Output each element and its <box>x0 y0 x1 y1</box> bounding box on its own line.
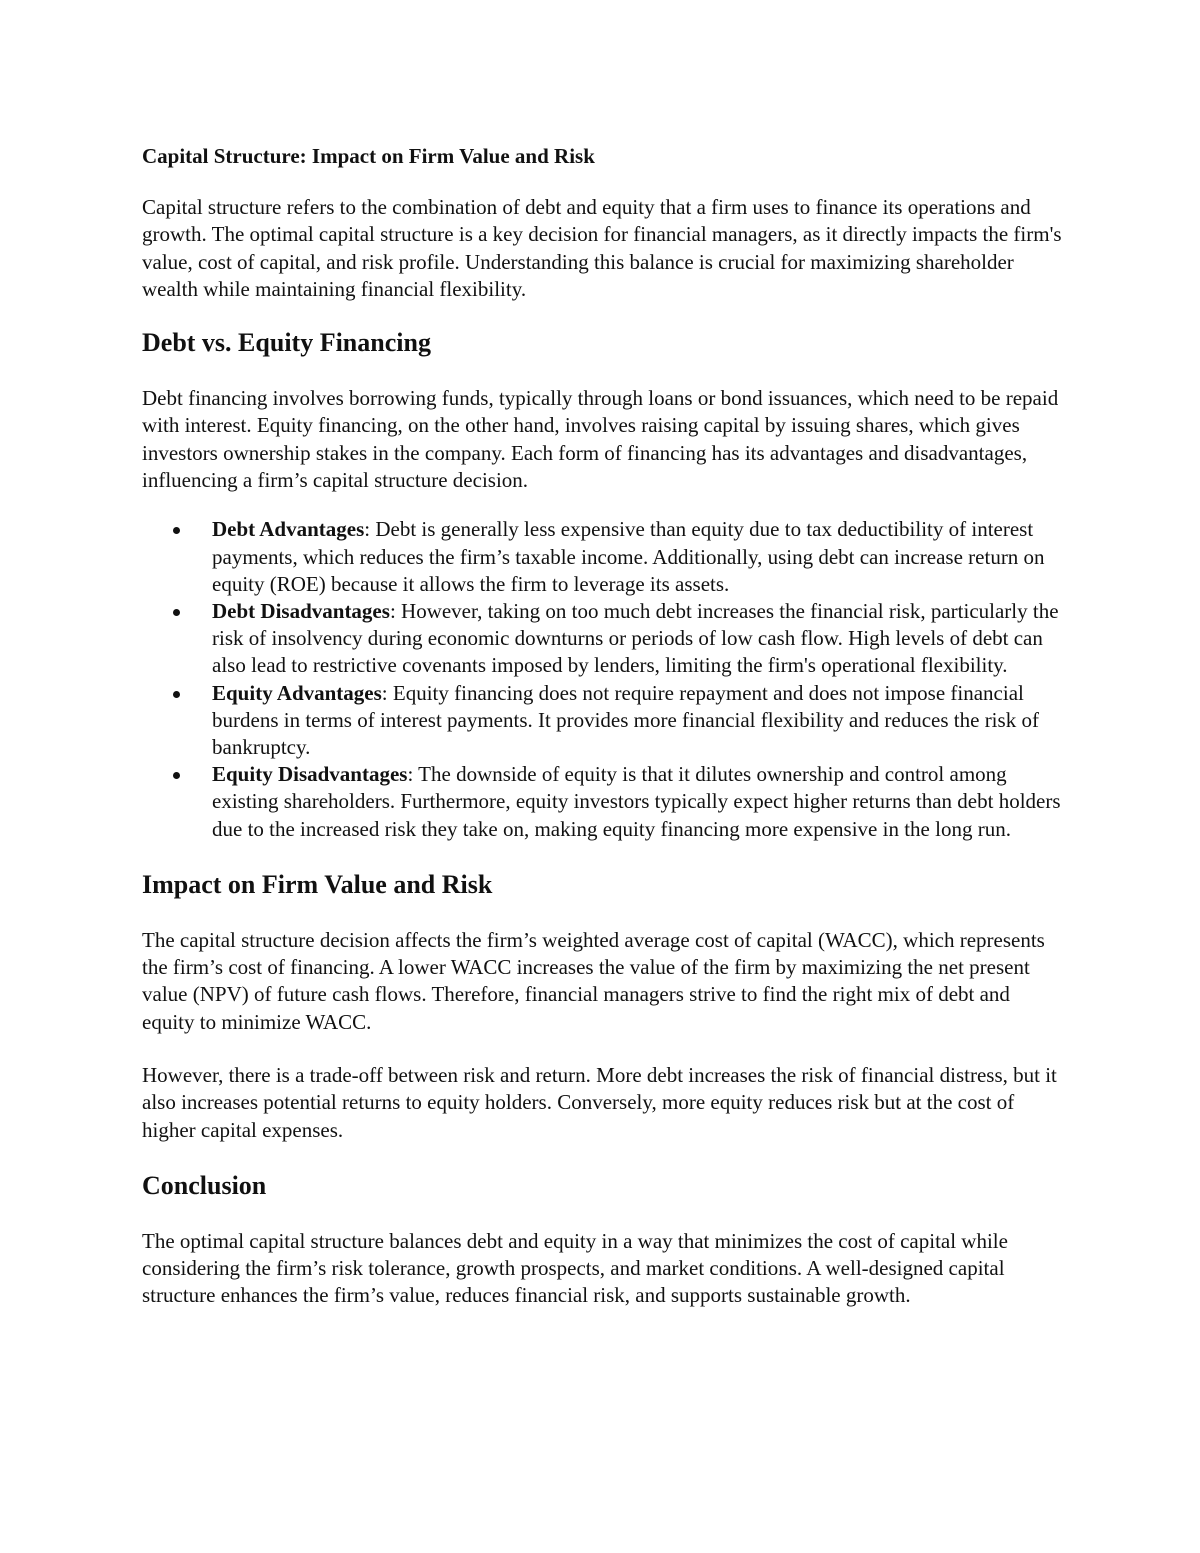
list-item-debt-advantages <box>142 516 1062 598</box>
document-page <box>142 142 1062 1310</box>
bullet-text: : Debt is generally less expensive than equity due to tax deductibility of interest payments, which reduces the firm’s taxable income. Additionally, using debt can increase return on equity (ROE) because it allows the firm to leverage its assets. <box>212 517 1045 596</box>
bullet-icon <box>173 527 180 534</box>
intro-paragraph: Capital structure refers to the combination of debt and equity that a firm uses to finance its operations and growth. The optimal capital structure is a key decision for financial managers, as it directly impacts the firm's value, cost of capital, and risk profile. Understanding this balance is crucial for maximizing shareholder wealth while maintaining financial flexibility. <box>142 195 1062 301</box>
bullet-text: : The downside of equity is that it dilutes ownership and control among existing shareholders. Furthermore, equity investors typically expect higher returns than debt holders due to the increased risk they take on, making equity financing more expensive in the long run. <box>212 762 1061 841</box>
bullet-icon <box>173 691 180 698</box>
list-item-equity-disadvantages <box>142 761 1062 843</box>
bullet-text: : However, taking on too much debt increases the financial risk, particularly the risk of insolvency during economic downturns or periods of low cash flow. High levels of debt can also lead to restrictive covenants imposed by lenders, limiting the firm's operational flexibility. <box>212 598 1059 678</box>
section-heading-debt-equity: Debt vs. Equity Financing <box>142 328 431 358</box>
financing-bullet-list <box>142 516 1062 842</box>
impact-paragraph-tradeoff: However, there is a trade-off between risk and return. More debt increases the risk of financial distress, but it also increases potential returns to equity holders. Conversely, more equity reduces risk but at the cost of higher capital expenses. <box>142 1063 1057 1142</box>
conclusion-paragraph: The optimal capital structure balances debt and equity in a way that minimizes the cost of capital while considering the firm’s risk tolerance, growth prospects, and market conditions. A well-designed capital structure enhances the firm’s value, reduces financial risk, and supports sustainable growth. <box>142 1228 1008 1308</box>
bullet-label: Equity Disadvantages <box>212 762 408 787</box>
section-heading-impact: Impact on Firm Value and Risk <box>142 869 493 899</box>
bullet-icon <box>173 772 180 779</box>
bullet-label: Debt Advantages <box>212 517 365 542</box>
document-title: Capital Structure: Impact on Firm Value and Risk <box>142 144 595 168</box>
impact-paragraph-wacc: The capital structure decision affects the firm’s weighted average cost of capital (WACC), which represents the firm’s cost of financing. A lower WACC increases the value of the firm by maximizing the net present value (NPV) of future cash flows. Therefore, financial managers strive to find the right mix of debt and equity to minimize WACC. <box>142 927 1045 1034</box>
bullet-label: Debt Disadvantages <box>212 598 390 623</box>
bullet-text: : Equity financing does not require repayment and does not impose financial burdens in terms of interest payments. It provides more financial flexibility and reduces the risk of bankruptcy. <box>212 680 1039 759</box>
debt-equity-paragraph: Debt financing involves borrowing funds, typically through loans or bond issuances, which need to be repaid with interest. Equity financing, on the other hand, involves raising capital by issuing shares, which gives investors ownership stakes in the company. Each form of financing has its advantages and disadvantages, influencing a firm’s capital structure decision. <box>142 386 1059 493</box>
list-item-debt-disadvantages <box>142 598 1062 680</box>
section-heading-conclusion: Conclusion <box>142 1170 267 1200</box>
bullet-label: Equity Advantages <box>212 680 382 705</box>
bullet-icon <box>173 609 180 616</box>
list-item-equity-advantages <box>142 680 1062 762</box>
